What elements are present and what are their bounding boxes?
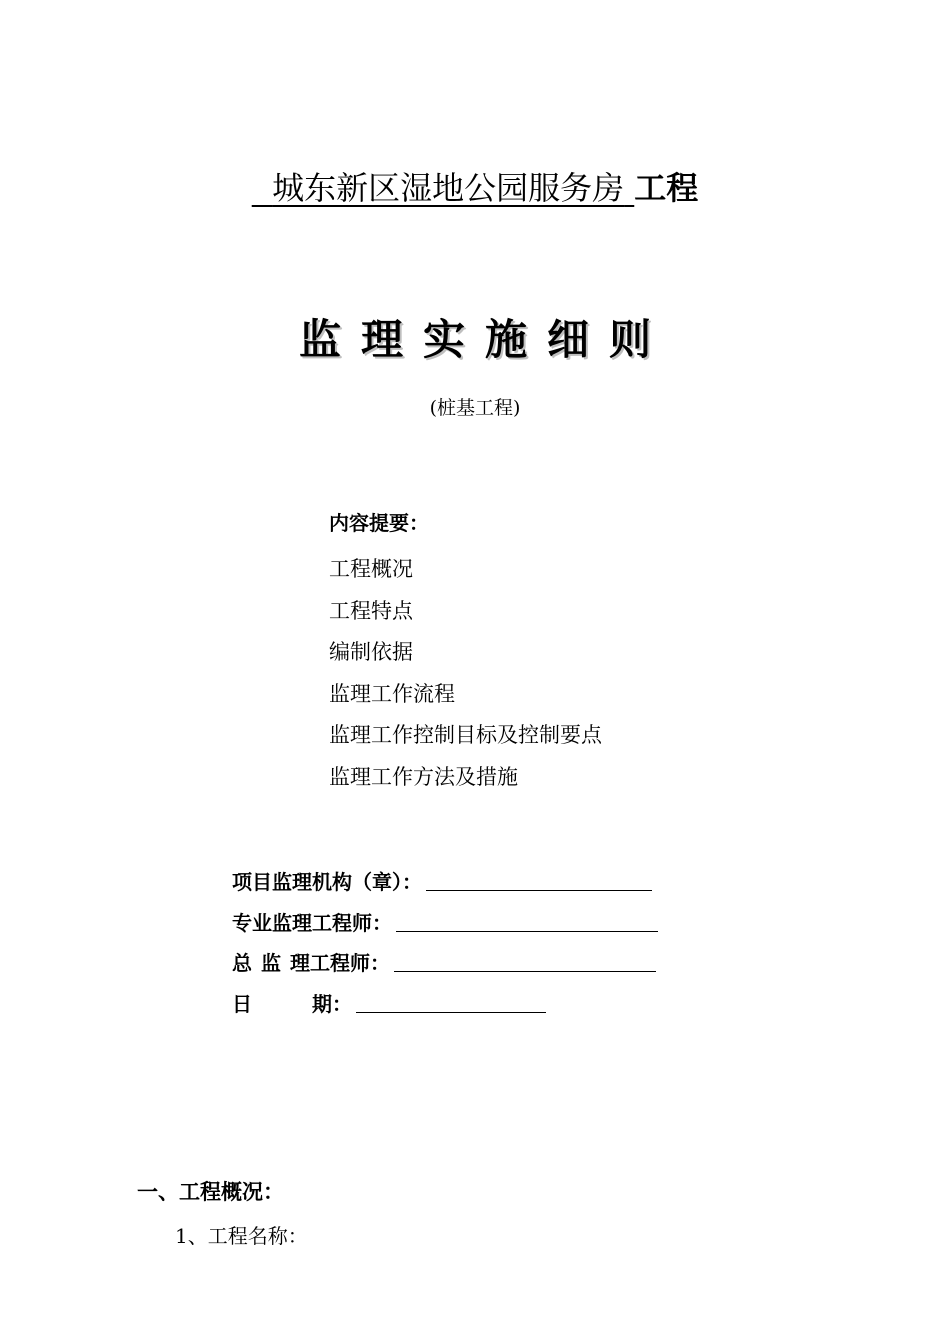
summary-item: 编制依据 <box>329 640 413 664</box>
chief-label-part1: 总监 <box>232 951 290 975</box>
organization-signature-line[interactable] <box>426 866 652 891</box>
project-name: 城东新区湿地公园服务房 <box>272 169 625 207</box>
section-heading: 一、工程概况： <box>137 1180 284 1204</box>
signature-row-date <box>232 988 658 1029</box>
date-label-part2: 期： <box>312 991 352 1016</box>
chief-label-part2: 理工程师： <box>290 951 390 975</box>
signature-row-chief <box>232 947 658 988</box>
engineer-label: 专业监理工程师： <box>232 910 392 935</box>
summary-item: 工程概况 <box>329 557 413 581</box>
project-name-underlined <box>252 169 635 207</box>
project-title <box>0 166 950 210</box>
document-heading: 监理实施细则 <box>298 315 671 364</box>
summary-list <box>329 549 602 798</box>
chief-signature-line[interactable] <box>394 947 656 972</box>
date-signature-line[interactable] <box>356 988 546 1013</box>
project-suffix: 工程 <box>634 169 699 207</box>
organization-label: 项目监理机构（章）： <box>232 870 422 894</box>
engineer-signature-line[interactable] <box>396 907 658 932</box>
date-label-part1: 日 <box>232 991 312 1016</box>
summary-item: 监理工作控制目标及控制要点 <box>329 723 602 747</box>
summary-item: 监理工作流程 <box>329 681 455 706</box>
summary-label: 内容提要： <box>329 511 429 535</box>
summary-item: 监理工作方法及措施 <box>329 764 518 789</box>
document-subheading: (桩基工程) <box>429 397 521 419</box>
signature-row-organization <box>232 866 658 907</box>
signature-row-engineer <box>232 907 658 948</box>
summary-item: 工程特点 <box>329 598 413 623</box>
signature-block <box>232 866 658 1028</box>
section-item-project-name: 1、工程名称： <box>175 1224 308 1248</box>
